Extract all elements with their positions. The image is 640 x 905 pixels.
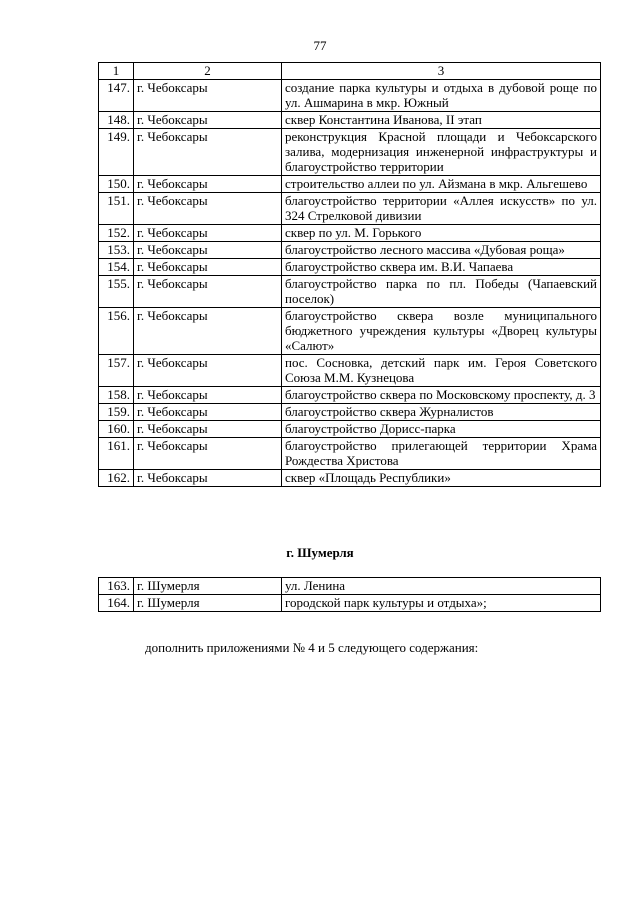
row-city: г. Чебоксары [134, 80, 282, 112]
row-number: 157. [99, 355, 134, 387]
row-description: сквер по ул. М. Горького [282, 225, 601, 242]
row-city: г. Чебоксары [134, 225, 282, 242]
row-number: 164. [99, 595, 134, 612]
row-city: г. Чебоксары [134, 176, 282, 193]
table-row [99, 438, 601, 470]
row-city: г. Чебоксары [134, 355, 282, 387]
row-city: г. Чебоксары [134, 276, 282, 308]
row-number: 151. [99, 193, 134, 225]
row-number: 148. [99, 112, 134, 129]
row-description: благоустройство сквера им. В.И. Чапаева [282, 259, 601, 276]
row-description: благоустройство парка по пл. Победы (Чапаевский поселок) [282, 276, 601, 308]
row-number: 149. [99, 129, 134, 176]
row-city: г. Чебоксары [134, 193, 282, 225]
row-number: 163. [99, 578, 134, 595]
table-row [99, 404, 601, 421]
section-heading: г. Шумерля [286, 545, 354, 560]
table-row [99, 259, 601, 276]
row-description: ул. Ленина [282, 578, 601, 595]
row-number: 159. [99, 404, 134, 421]
table-row [99, 176, 601, 193]
row-description: сквер Константина Иванова, II этап [282, 112, 601, 129]
row-number: 150. [99, 176, 134, 193]
row-number: 156. [99, 308, 134, 355]
row-description: благоустройство сквера Журналистов [282, 404, 601, 421]
table-row [99, 308, 601, 355]
row-number: 158. [99, 387, 134, 404]
table-row [99, 276, 601, 308]
row-description: благоустройство сквера возле муниципального бюджетного учреждения культуры «Дворец культуры «Салют» [282, 308, 601, 355]
table-row [99, 112, 601, 129]
table-row [99, 387, 601, 404]
row-description: благоустройство Дорисс-парка [282, 421, 601, 438]
shumerlya-table [98, 577, 601, 612]
row-description: реконструкция Красной площади и Чебоксарского залива, модернизация инженерной инфраструктуры и благоустройство территории [282, 129, 601, 176]
row-number: 160. [99, 421, 134, 438]
header-cell: 1 [99, 63, 134, 80]
row-city: г. Чебоксары [134, 308, 282, 355]
row-city: г. Чебоксары [134, 259, 282, 276]
row-city: г. Чебоксары [134, 421, 282, 438]
row-number: 152. [99, 225, 134, 242]
closing-text: дополнить приложениями № 4 и 5 следующего содержания: [145, 640, 479, 655]
page-number: 77 [313, 38, 327, 53]
table-row [99, 193, 601, 225]
row-city: г. Шумерля [134, 578, 282, 595]
table-row [99, 80, 601, 112]
row-description: создание парка культуры и отдыха в дубовой роще по ул. Ашмарина в мкр. Южный [282, 80, 601, 112]
row-city: г. Чебоксары [134, 470, 282, 487]
row-city: г. Шумерля [134, 595, 282, 612]
row-city: г. Чебоксары [134, 438, 282, 470]
main-table [98, 62, 601, 487]
row-number: 162. [99, 470, 134, 487]
table-row [99, 578, 601, 595]
row-description: пос. Сосновка, детский парк им. Героя Советского Союза М.М. Кузнецова [282, 355, 601, 387]
table-row [99, 355, 601, 387]
row-number: 155. [99, 276, 134, 308]
header-cell: 3 [282, 63, 601, 80]
row-city: г. Чебоксары [134, 404, 282, 421]
table-row [99, 242, 601, 259]
row-description: городской парк культуры и отдыха»; [282, 595, 601, 612]
row-number: 161. [99, 438, 134, 470]
row-city: г. Чебоксары [134, 112, 282, 129]
header-cell: 2 [134, 63, 282, 80]
table-row [99, 421, 601, 438]
row-number: 153. [99, 242, 134, 259]
row-description: строительство аллеи по ул. Айзмана в мкр. Альгешево [282, 176, 601, 193]
row-description: благоустройство лесного массива «Дубовая роща» [282, 242, 601, 259]
row-description: благоустройство территории «Аллея искусств» по ул. 324 Стрелковой дивизии [282, 193, 601, 225]
row-city: г. Чебоксары [134, 387, 282, 404]
table-row [99, 470, 601, 487]
row-city: г. Чебоксары [134, 242, 282, 259]
row-number: 147. [99, 80, 134, 112]
table-row [99, 595, 601, 612]
row-city: г. Чебоксары [134, 129, 282, 176]
table-header-row [99, 63, 601, 80]
table-row [99, 129, 601, 176]
row-number: 154. [99, 259, 134, 276]
row-description: сквер «Площадь Республики» [282, 470, 601, 487]
table-row [99, 225, 601, 242]
row-description: благоустройство сквера по Московскому проспекту, д. 3 [282, 387, 601, 404]
row-description: благоустройство прилегающей территории Храма Рождества Христова [282, 438, 601, 470]
